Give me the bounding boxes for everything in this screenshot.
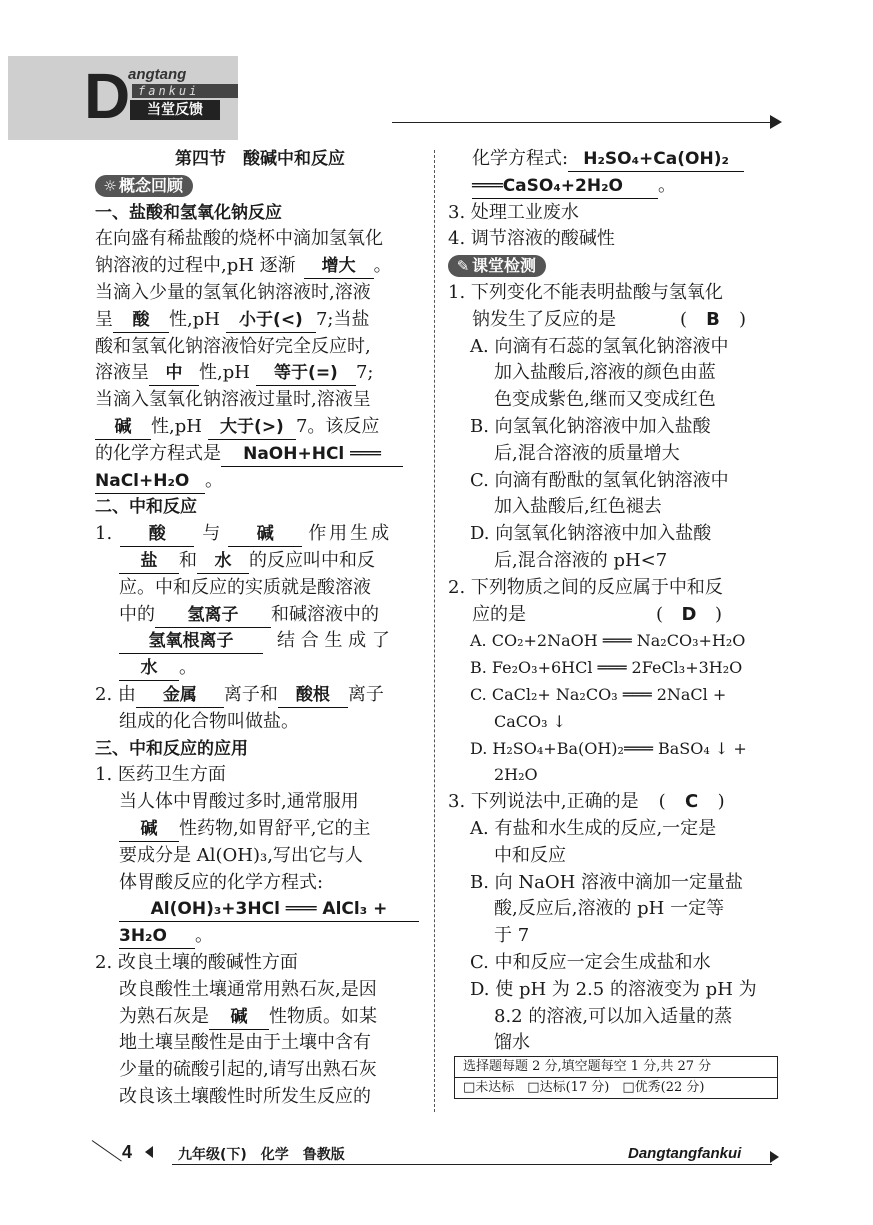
- text-line: 少量的硫酸引起的,请写出熟石灰: [119, 1059, 377, 1081]
- answer-choice: C: [685, 791, 699, 813]
- text-line: 酸和氢氧化钠溶液恰好完全反应时,: [95, 335, 371, 357]
- text-line: 当人体中胃酸过多时,通常服用: [119, 791, 359, 813]
- section-title: 第四节 酸碱中和反应: [175, 149, 345, 169]
- answer-blank: 水: [119, 656, 179, 681]
- logo-letter: D: [84, 60, 131, 132]
- score-rule: 选择题每题 2 分,填空题每空 1 分,共 27 分: [455, 1057, 777, 1078]
- option: 后,混合溶液的 pH<7: [494, 549, 668, 571]
- logo-text: angtang: [128, 66, 187, 83]
- option: 2H₂O: [494, 765, 538, 785]
- heading-1: 一、盐酸和氢氧化钠反应: [95, 202, 282, 223]
- text-line: 当滴入少量的氢氧化钠溶液时,溶液: [95, 281, 371, 303]
- text-line: 3. 处理工业废水: [448, 201, 579, 223]
- option: A. CO₂+2NaOH ═══ Na₂CO₃+H₂O: [470, 631, 746, 651]
- option: 酸,反应后,溶液的 pH 一定等: [494, 898, 725, 920]
- page-number: 4: [122, 1142, 133, 1162]
- option: B. 向氢氧化钠溶液中加入盐酸: [470, 415, 711, 437]
- option: C. 向滴有酚酞的氢氧化钠溶液中: [470, 469, 729, 491]
- text-line: 溶液呈 中 性,pH 等于(=) 7;: [95, 360, 425, 387]
- option: 8.2 的溶液,可以加入适量的蒸: [494, 1005, 733, 1027]
- text-line: 在向盛有稀盐酸的烧杯中滴加氢氧化: [95, 228, 383, 250]
- answer-blank: 碱: [95, 415, 151, 440]
- text-line: 碱 性,pH 大于(>) 7。该反应: [95, 414, 425, 441]
- logo-subtext: fankui: [132, 84, 238, 98]
- answer-blank: 3H₂O: [119, 924, 195, 949]
- answer-blank: 酸: [120, 522, 194, 547]
- question-stem: 应的是 ( D ): [448, 602, 780, 629]
- answer-blank: 碱: [228, 522, 302, 547]
- option: A. 有盐和水生成的反应,一定是: [470, 817, 717, 839]
- option: 色变成紫色,继而又变成红色: [494, 389, 716, 411]
- option: C. CaCl₂+ Na₂CO₃ ═══ 2NaCl +: [470, 684, 727, 704]
- text-line: 中的 氢离子 和碱溶液中的: [95, 602, 425, 629]
- text-line: 2. 由 金属 离子和 酸根 离子: [95, 682, 425, 709]
- answer-blank: 碱: [209, 1005, 269, 1030]
- text-line: 要成分是 Al(OH)₃,写出它与人: [119, 844, 363, 866]
- text-line: 化学方程式: H₂SO₄+Ca(OH)₂: [448, 146, 780, 173]
- text-line: 当滴入氢氧化钠溶液过量时,溶液呈: [95, 389, 371, 411]
- text-line: [95, 896, 425, 923]
- text-line: 盐 和 水 的反应叫中和反: [95, 548, 425, 575]
- logo-cn: 当堂反馈: [130, 100, 220, 120]
- text-line: 钠溶液的过程中,pH 逐渐 增大 。: [95, 253, 425, 280]
- text-line: 4. 调节溶液的酸碱性: [448, 228, 615, 250]
- option: CaCO₃ ↓: [494, 711, 567, 731]
- text-line: 体胃酸反应的化学方程式:: [119, 871, 324, 893]
- option: 于 7: [494, 925, 530, 947]
- answer-blank: 小于(<): [226, 308, 316, 333]
- answer-blank: ═══CaSO₄+2H₂O: [472, 174, 658, 199]
- question-stem: 钠发生了反应的是 ( B ): [448, 307, 780, 334]
- answer-choice: D: [681, 603, 697, 625]
- answer-blank: NaOH+HCl ═══: [221, 442, 403, 467]
- heading-2: 二、中和反应: [95, 497, 197, 518]
- text-line: 应。中和反应的实质就是酸溶液: [119, 576, 371, 598]
- text-line: 为熟石灰是 碱 性物质。如某: [95, 1004, 425, 1031]
- score-box: [454, 1056, 778, 1099]
- text-line: 碱 性药物,如胃舒平,它的主: [95, 816, 425, 843]
- question-stem: 1. 下列变化不能表明盐酸与氢氧化: [448, 281, 723, 303]
- answer-blank: 氢氧根离子: [119, 629, 263, 654]
- option: D. 使 pH 为 2.5 的溶液变为 pH 为: [470, 978, 757, 1000]
- lightbulb-icon: ☼: [103, 176, 117, 195]
- answer-blank: 盐: [119, 549, 179, 574]
- option: B. Fe₂O₃+6HCl ═══ 2FeCl₃+3H₂O: [470, 658, 743, 678]
- answer-blank: 增大: [304, 254, 374, 279]
- text-line: 呈 酸 性,pH 小于(<) 7;当盐: [95, 307, 425, 334]
- text-line: 1. 酸 与 碱 作用生成: [95, 521, 425, 548]
- footer-brand: Dangtangfankui: [628, 1145, 742, 1162]
- answer-blank: 大于(>): [208, 415, 296, 440]
- pen-icon: ✎: [456, 257, 470, 276]
- text-line: 3H₂O 。: [95, 923, 425, 950]
- footer-slash: [92, 1140, 122, 1161]
- chip-label: 概念回顾: [119, 175, 184, 195]
- question-stem: 2. 下列物质之间的反应属于中和反: [448, 576, 723, 598]
- arrow-right-icon: [770, 115, 782, 129]
- class-test-chip: [448, 253, 780, 280]
- column-divider: [434, 150, 435, 1112]
- text-line: NaCl+H₂O 。: [95, 468, 425, 495]
- text-line: 地土壤呈酸性是由于土壤中含有: [119, 1032, 371, 1054]
- footer-rule: [172, 1164, 772, 1165]
- option: C. 中和反应一定会生成盐和水: [470, 951, 711, 973]
- score-checkboxes[interactable]: □未达标 □达标(17 分) □优秀(22 分): [463, 1080, 705, 1095]
- answer-blank: 金属: [136, 683, 224, 708]
- option: 加入盐酸后,溶液的颜色由蓝: [494, 362, 716, 384]
- right-column: [448, 146, 780, 1057]
- option: D. H₂SO₄+Ba(OH)₂═══ BaSO₄ ↓ +: [470, 738, 747, 758]
- text-line: 的化学方程式是 NaOH+HCl ═══: [95, 441, 425, 468]
- arrow-right-icon: [770, 1151, 779, 1163]
- answer-blank: 等于(=): [256, 361, 356, 386]
- question-stem: 3. 下列说法中,正确的是 ( C ): [448, 789, 780, 816]
- answer-choice: B: [706, 308, 720, 330]
- answer-blank: 中: [149, 361, 199, 386]
- concept-review-chip: [95, 173, 425, 200]
- text-line: 改良酸性土壤通常用熟石灰,是因: [119, 978, 377, 1000]
- answer-blank: Al(OH)₃+3HCl ═══ AlCl₃ +: [119, 897, 419, 922]
- answer-blank: 酸根: [278, 683, 348, 708]
- text-line: ═══CaSO₄+2H₂O 。: [448, 173, 780, 200]
- text-line: 2. 改良土壤的酸碱性方面: [95, 951, 298, 973]
- answer-blank: H₂SO₄+Ca(OH)₂: [568, 147, 744, 172]
- text-line: 改良该土壤酸性时所发生反应的: [119, 1085, 371, 1107]
- triangle-left-icon: [145, 1146, 153, 1158]
- text-line: 水 。: [95, 655, 425, 682]
- option: 馏水: [494, 1032, 530, 1054]
- text-line: 1. 医药卫生方面: [95, 764, 226, 786]
- option: 加入盐酸后,红色褪去: [494, 496, 662, 518]
- chip-label: 课堂检测: [472, 256, 537, 276]
- header-rule: [392, 122, 772, 123]
- text-line: 氢氧根离子 结 合 生 成 了: [95, 628, 425, 655]
- answer-blank: 水: [197, 549, 249, 574]
- answer-blank: 氢离子: [155, 603, 271, 628]
- heading-3: 三、中和反应的应用: [95, 738, 248, 759]
- answer-blank: 碱: [119, 817, 179, 842]
- answer-blank: NaCl+H₂O: [95, 469, 205, 494]
- option: 中和反应: [494, 844, 566, 866]
- option: B. 向 NaOH 溶液中滴加一定量盐: [470, 871, 744, 893]
- option: A. 向滴有石蕊的氢氧化钠溶液中: [470, 335, 729, 357]
- option: 后,混合溶液的质量增大: [494, 442, 680, 464]
- left-column: [95, 146, 425, 1111]
- answer-blank: 酸: [113, 308, 169, 333]
- text-line: 组成的化合物叫做盐。: [119, 710, 299, 732]
- option: D. 向氢氧化钠溶液中加入盐酸: [470, 523, 712, 545]
- footer-grade: 九年级(下) 化学 鲁教版: [178, 1147, 345, 1163]
